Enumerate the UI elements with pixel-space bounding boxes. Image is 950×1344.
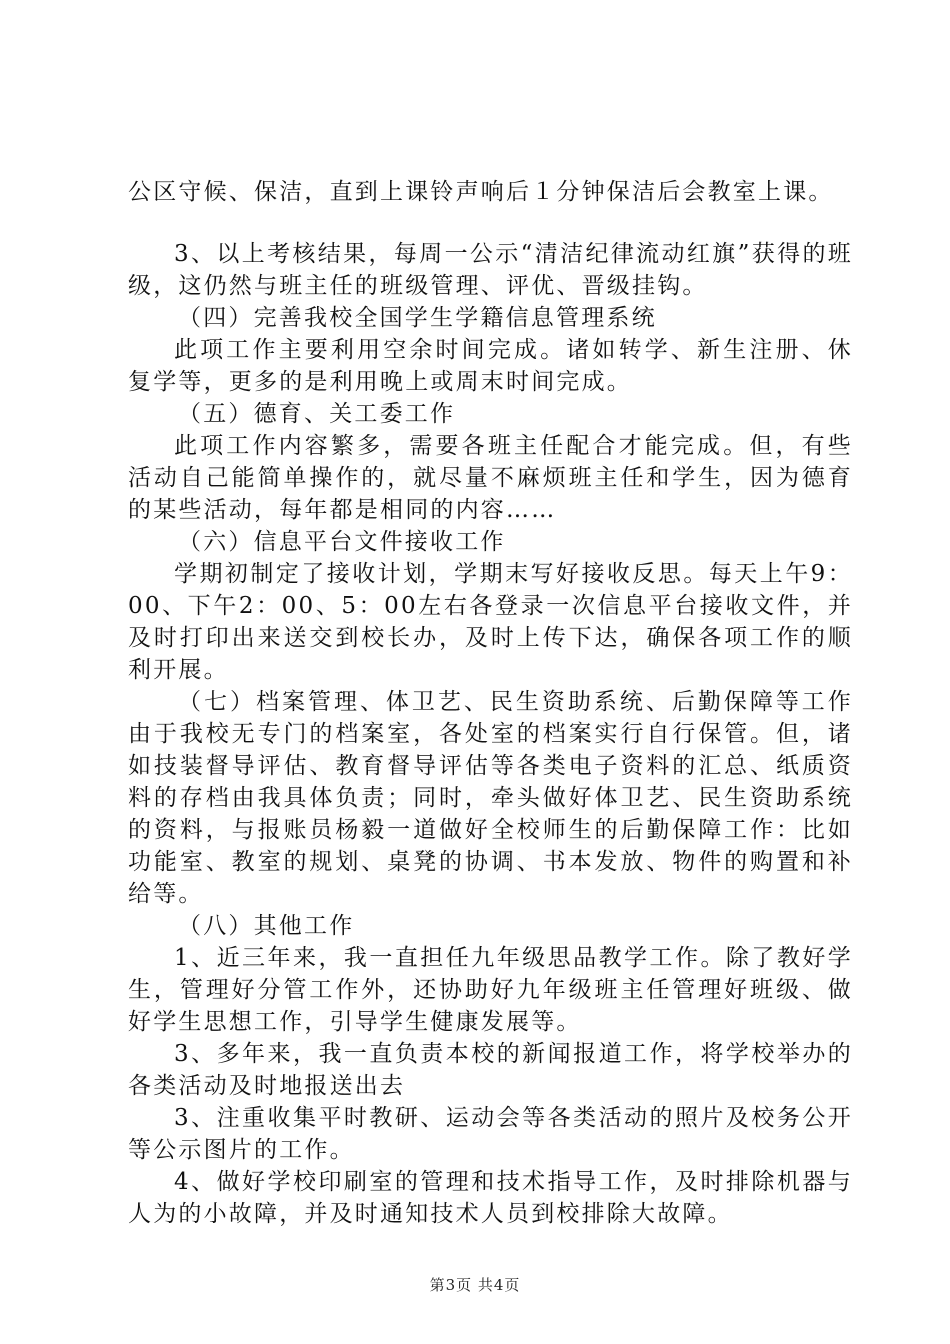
paragraph-moral-education: 此项工作内容繁多，需要各班主任配合才能完成。但，有些活动自己能简单操作的，就尽量不麻烦班主任和学生，因为德育的某些活动，每年都是相同的内容……: [128, 433, 853, 523]
section-heading-4: （四）完善我校全国学生学籍信息管理系统: [178, 305, 657, 331]
section-heading-6: （六）信息平台文件接收工作: [178, 529, 506, 555]
paragraph-other-news: 3、多年来，我一直负责本校的新闻报道工作，将学校举办的各类活动及时地报送出去: [128, 1041, 853, 1099]
paragraph-other-photos: 3、注重收集平时教研、运动会等各类活动的照片及校务公开等公示图片的工作。: [128, 1105, 853, 1163]
paragraph-continuation: 公区守候、保洁，直到上课铃声响后１分钟保洁后会教室上课。: [128, 179, 834, 205]
paragraph-info-platform: 学期初制定了接收计划，学期末写好接收反思。每天上午9：00、下午2：00、5：00左右各登录一次信息平台接收文件，并及时打印出来送交到校长办，及时上传下达，确保各项工作的顺利开展。: [128, 561, 853, 683]
section-heading-5: （五）德育、关工委工作: [178, 401, 456, 427]
paragraph-student-registry: 此项工作主要利用空余时间完成。诸如转学、新生注册、休复学等，更多的是利用晚上或周末时间完成。: [128, 337, 853, 395]
paragraph-other-print-room: 4、做好学校印刷室的管理和技术指导工作，及时排除机器与人为的小故障，并及时通知技术人员到校排除大故障。: [128, 1169, 853, 1227]
paragraph-other-1: 1、近三年来，我一直担任九年级思品教学工作。除了教好学生，管理好分管工作外，还协助好九年级班主任管理好班级、做好学生思想工作，引导学生健康发展等。: [128, 945, 853, 1035]
page-footer: 第3页 共4页: [429, 1276, 521, 1294]
paragraph-archive-management: （七）档案管理、体卫艺、民生资助系统、后勤保障等工作由于我校无专门的档案室，各处室的档案实行自行保管。但，诸如技装督导评估、教育督导评估等各类电子资料的汇总、纸质资料的存档由我具体负责；同时，牵头做好体卫艺、民生资助系统的资料，与报账员杨毅一道做好全校师生的后勤保障工作：比如功能室、教室的规划、桌凳的协调、书本发放、物件的购置和补给等。: [128, 689, 853, 907]
section-heading-8: （八）其他工作: [178, 913, 355, 939]
paragraph-item-3-flag: 3、以上考核结果，每周一公示“清洁纪律流动红旗”获得的班级，这仍然与班主任的班级管理、评优、晋级挂钩。: [128, 241, 853, 299]
document-body: [128, 176, 853, 1230]
